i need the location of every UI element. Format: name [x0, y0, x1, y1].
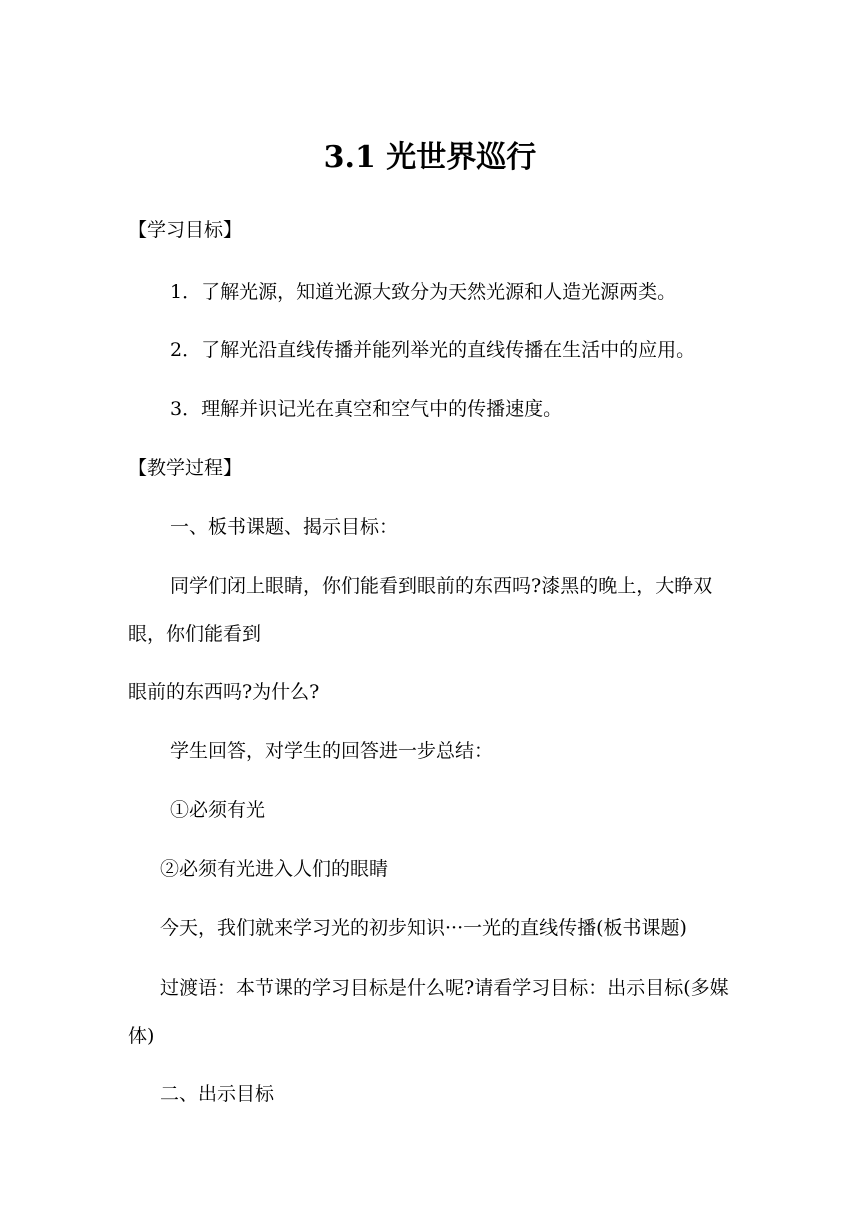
goal-item-1: 1．了解光源，知道光源大致分为天然光源和人造光源两类。: [170, 281, 677, 303]
section-heading-teaching-process: 【教学过程】: [128, 457, 243, 479]
list-item-light-into-eyes: ②必须有光进入人们的眼睛: [160, 858, 389, 880]
list-item-must-have-light: ①必须有光: [170, 799, 266, 821]
section-heading-learning-goals: 【学习目标】: [128, 219, 243, 241]
paragraph-question-continued: 眼前的东西吗?为什么?: [128, 681, 320, 703]
paragraph-show-goals: 二、出示目标: [160, 1083, 275, 1105]
paragraph-today-topic: 今天，我们就来学习光的初步知识···一光的直线传播(板书课题): [160, 917, 687, 939]
paragraph-transition: 过渡语：本节课的学习目标是什么呢?请看学习目标：出示目标(多媒体): [128, 977, 729, 1047]
goal-item-3: 3．理解并识记光在真空和空气中的传播速度。: [170, 398, 563, 420]
goal-item-2: 2．了解光沿直线传播并能列举光的直线传播在生活中的应用。: [170, 339, 696, 361]
paragraph-intro-heading: 一、板书课题、揭示目标：: [170, 516, 399, 538]
paragraph-student-answer: 学生回答，对学生的回答进一步总结：: [170, 740, 494, 762]
paragraph-question: 同学们闭上眼睛，你们能看到眼前的东西吗?漆黑的晚上，大睁双眼，你们能看到: [128, 575, 713, 645]
document-title: 3.1 光世界巡行: [323, 140, 537, 175]
